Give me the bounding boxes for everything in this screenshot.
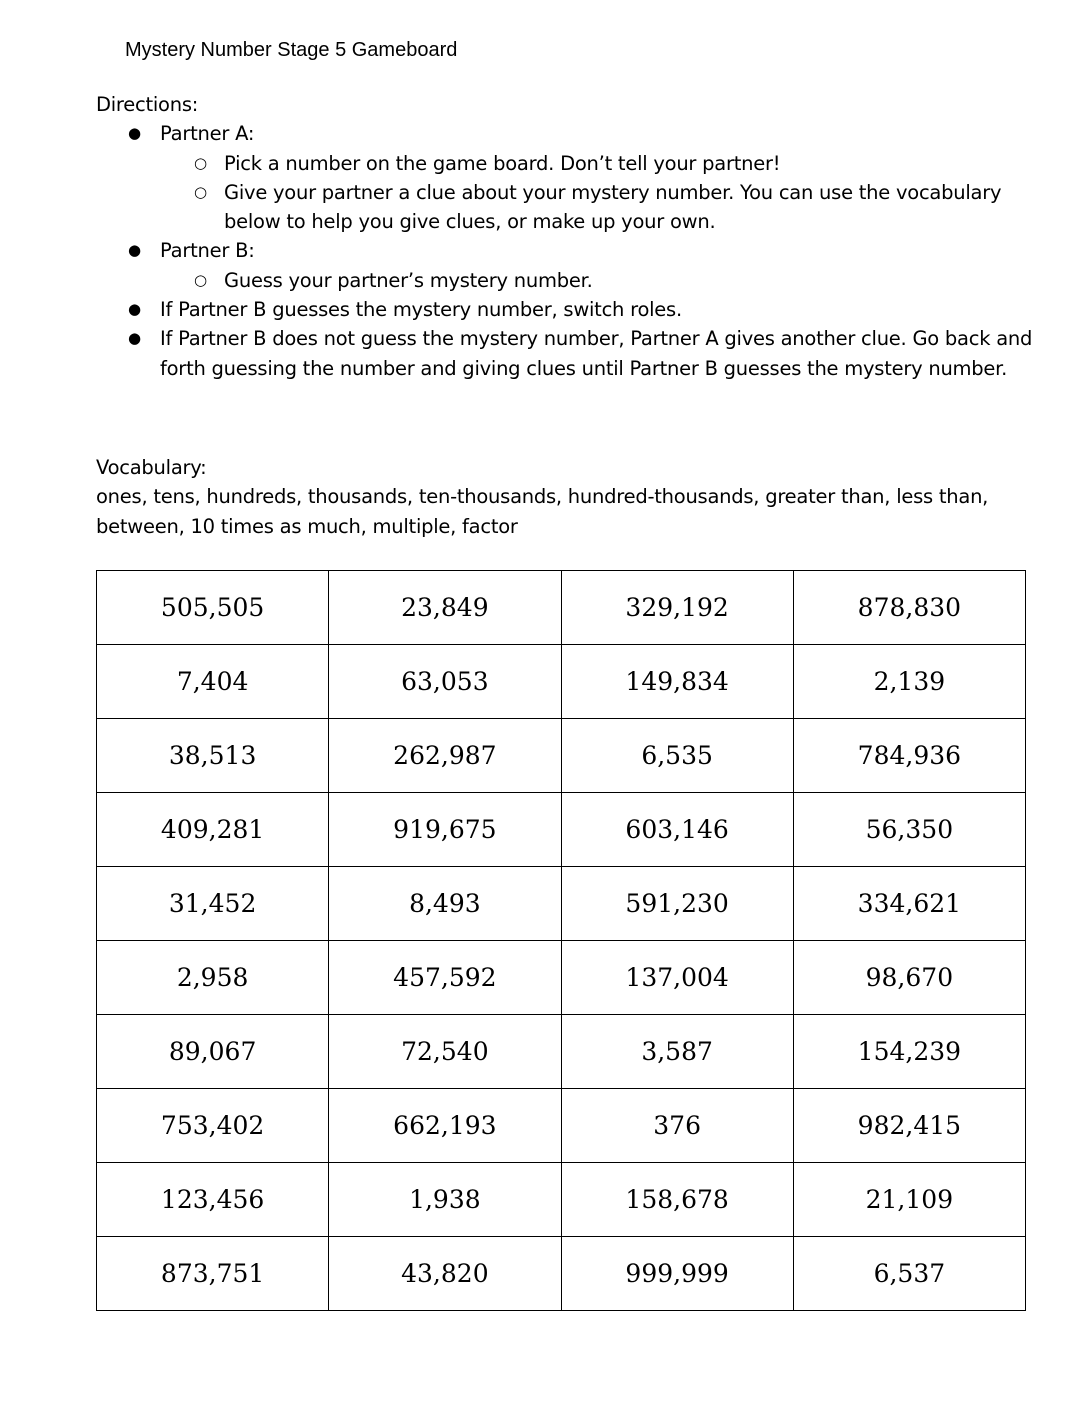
gameboard-cell: 7,404 [97,645,329,719]
gameboard-cell: 154,239 [793,1015,1025,1089]
bullet-icon: ● [128,241,141,260]
bullet-icon: ● [128,300,141,319]
list-item [194,149,1046,178]
gameboard-cell: 137,004 [561,941,793,1015]
gameboard-cell: 409,281 [97,793,329,867]
gameboard-cell: 999,999 [561,1237,793,1311]
rule-text: If Partner B guesses the mystery number, switch roles. [160,298,682,322]
gameboard-cell: 1,938 [329,1163,561,1237]
table-row [97,645,1026,719]
bullet-icon: ● [128,329,141,348]
gameboard-cell: 982,415 [793,1089,1025,1163]
gameboard-cell: 662,193 [329,1089,561,1163]
vocabulary-heading: Vocabulary: [96,456,207,479]
table-row [97,941,1026,1015]
table-row [97,1015,1026,1089]
gameboard-cell: 123,456 [97,1163,329,1237]
gameboard-cell: 2,958 [97,941,329,1015]
table-row [97,1237,1026,1311]
gameboard-cell: 158,678 [561,1163,793,1237]
table-row [97,571,1026,645]
rule-item [128,324,1046,383]
gameboard-cell: 38,513 [97,719,329,793]
circle-bullet-icon: ○ [194,182,207,201]
rule-item [128,295,1046,324]
gameboard-cell: 8,493 [329,867,561,941]
partner-a-steps [160,149,1046,237]
partner-b-step: Guess your partner’s mystery number. [224,268,593,292]
gameboard-cell: 919,675 [329,793,561,867]
gameboard-table [96,570,1026,1311]
gameboard-cell: 21,109 [793,1163,1025,1237]
circle-bullet-icon: ○ [194,153,207,172]
vocabulary-terms: ones, tens, hundreds, thousands, ten-thousands, hundred-thousands, greater than, less than, between, 10 times as much, multiple, factor [96,485,989,538]
partner-a-label: Partner A: [160,122,255,146]
partner-a-item [128,119,1046,236]
gameboard-cell: 376 [561,1089,793,1163]
gameboard-cell: 43,820 [329,1237,561,1311]
gameboard-cell: 329,192 [561,571,793,645]
table-row [97,1089,1026,1163]
gameboard-cell: 63,053 [329,645,561,719]
directions-section [96,90,1046,383]
list-item [194,178,1046,237]
table-row [97,793,1026,867]
partner-a-step: Pick a number on the game board. Don’t tell your partner! [224,151,781,175]
gameboard-cell: 56,350 [793,793,1025,867]
list-item [194,266,1046,295]
directions-list [96,119,1046,383]
table-row [97,719,1026,793]
gameboard-cell: 457,592 [329,941,561,1015]
gameboard-cell: 6,535 [561,719,793,793]
table-row [97,867,1026,941]
gameboard-cell: 505,505 [97,571,329,645]
gameboard-cell: 6,537 [793,1237,1025,1311]
gameboard-cell: 591,230 [561,867,793,941]
gameboard-cell: 334,621 [793,867,1025,941]
gameboard-cell: 98,670 [793,941,1025,1015]
gameboard-cell: 23,849 [329,571,561,645]
gameboard-cell: 31,452 [97,867,329,941]
gameboard-cell: 262,987 [329,719,561,793]
gameboard-cell: 149,834 [561,645,793,719]
rule-text: If Partner B does not guess the mystery number, Partner A gives another clue. Go back and forth guessing the number and giving clues until Partner B guesses the mystery number. [160,327,1033,380]
gameboard-cell: 753,402 [97,1089,329,1163]
table-row [97,1163,1026,1237]
gameboard-cell: 3,587 [561,1015,793,1089]
circle-bullet-icon: ○ [194,270,207,289]
gameboard-cell: 784,936 [793,719,1025,793]
partner-b-steps [160,266,1046,295]
gameboard-cell: 2,139 [793,645,1025,719]
gameboard-cell: 873,751 [97,1237,329,1311]
gameboard-cell: 878,830 [793,571,1025,645]
gameboard-cell: 89,067 [97,1015,329,1089]
partner-a-step: Give your partner a clue about your mystery number. You can use the vocabulary below to help you give clues, or make up your own. [224,180,1002,234]
gameboard-cell: 72,540 [329,1015,561,1089]
directions-heading: Directions: [96,93,199,116]
gameboard-cell: 603,146 [561,793,793,867]
partner-b-item [128,236,1046,295]
bullet-icon: ● [128,124,141,143]
page-title: Mystery Number Stage 5 Gameboard [125,39,458,61]
partner-b-label: Partner B: [160,239,255,263]
vocabulary-section [96,453,1046,541]
